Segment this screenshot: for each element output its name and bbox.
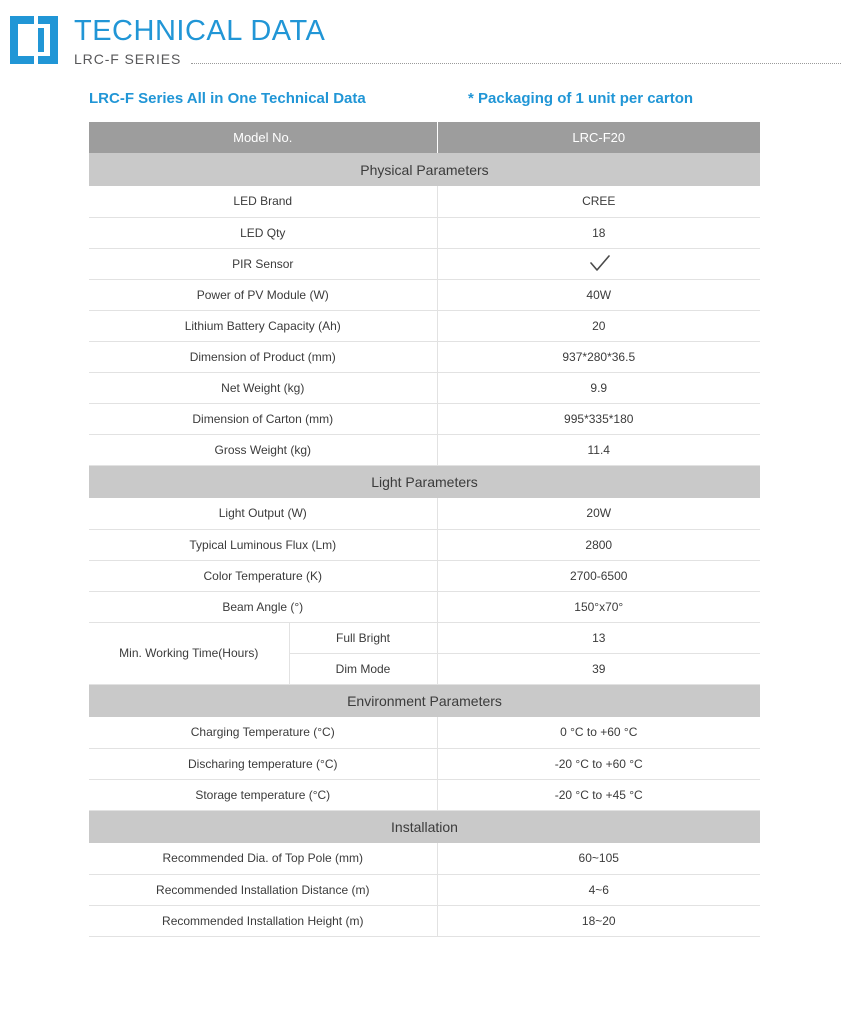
- row-value: 937*280*36.5: [437, 341, 760, 372]
- row-label: Recommended Dia. of Top Pole (mm): [89, 843, 437, 874]
- subtitle-row: [74, 51, 841, 67]
- dotted-divider: [191, 63, 841, 64]
- table-row: [89, 341, 760, 372]
- row-value: 20: [437, 310, 760, 341]
- row-value: 39: [437, 653, 760, 684]
- row-value: [437, 248, 760, 279]
- table-row: [89, 403, 760, 434]
- row-label: Dimension of Carton (mm): [89, 403, 437, 434]
- row-value: 2800: [437, 529, 760, 560]
- table-row: [89, 717, 760, 748]
- table-row: [89, 560, 760, 591]
- table-row: [89, 498, 760, 529]
- page-header: [0, 0, 850, 78]
- row-label: LED Brand: [89, 186, 437, 217]
- row-label: LED Qty: [89, 217, 437, 248]
- row-label: Beam Angle (°): [89, 591, 437, 622]
- row-value: 40W: [437, 279, 760, 310]
- section-header-row: [89, 153, 760, 186]
- row-label: Charging Temperature (°C): [89, 717, 437, 748]
- page-subtitle: LRC-F SERIES: [74, 51, 182, 67]
- row-value: 150°x70°: [437, 591, 760, 622]
- section-header-row: [89, 684, 760, 717]
- row-value: 18: [437, 217, 760, 248]
- row-label: Dimension of Product (mm): [89, 341, 437, 372]
- table-row: [89, 843, 760, 874]
- table-row: [89, 217, 760, 248]
- table-row: [89, 591, 760, 622]
- table-row: [89, 248, 760, 279]
- row-value: 2700-6500: [437, 560, 760, 591]
- row-value: 995*335*180: [437, 403, 760, 434]
- check-icon: [590, 255, 608, 273]
- section-title: Light Parameters: [89, 465, 760, 498]
- section-header-row: [89, 810, 760, 843]
- row-value: 0 °C to +60 °C: [437, 717, 760, 748]
- table-row-grouped: [89, 622, 760, 653]
- section-title: Physical Parameters: [89, 153, 760, 186]
- row-value: 18~20: [437, 905, 760, 936]
- row-value: CREE: [437, 186, 760, 217]
- group-label: Min. Working Time(Hours): [89, 622, 289, 684]
- table-header-row: [89, 122, 760, 153]
- specifications-table: [89, 122, 760, 937]
- table-row: [89, 279, 760, 310]
- table-row: [89, 310, 760, 341]
- row-value: 9.9: [437, 372, 760, 403]
- row-sublabel: Dim Mode: [289, 653, 437, 684]
- row-label: Light Output (W): [89, 498, 437, 529]
- row-value: -20 °C to +60 °C: [437, 748, 760, 779]
- row-value: 60~105: [437, 843, 760, 874]
- table-row: [89, 434, 760, 465]
- row-label: Storage temperature (°C): [89, 779, 437, 810]
- row-label: Net Weight (kg): [89, 372, 437, 403]
- section-title: Environment Parameters: [89, 684, 760, 717]
- table-row: [89, 748, 760, 779]
- row-value: 13: [437, 622, 760, 653]
- section-header-row: [89, 465, 760, 498]
- table-row: [89, 372, 760, 403]
- row-value: 20W: [437, 498, 760, 529]
- row-label: Discharing temperature (°C): [89, 748, 437, 779]
- row-sublabel: Full Bright: [289, 622, 437, 653]
- row-label: PIR Sensor: [89, 248, 437, 279]
- table-row: [89, 779, 760, 810]
- row-value: 4~6: [437, 874, 760, 905]
- table-heading-left: LRC-F Series All in One Technical Data: [89, 90, 366, 107]
- table-row: [89, 529, 760, 560]
- row-label: Gross Weight (kg): [89, 434, 437, 465]
- title-block: [74, 14, 841, 67]
- table-row: [89, 905, 760, 936]
- table-row: [89, 186, 760, 217]
- row-label: Typical Luminous Flux (Lm): [89, 529, 437, 560]
- header-label-cell: Model No.: [89, 122, 437, 153]
- row-label: Color Temperature (K): [89, 560, 437, 591]
- table-heading-right: * Packaging of 1 unit per carton: [468, 90, 694, 107]
- row-label: Recommended Installation Height (m): [89, 905, 437, 936]
- row-label: Lithium Battery Capacity (Ah): [89, 310, 437, 341]
- bracket-logo-icon: [8, 14, 60, 66]
- row-value: 11.4: [437, 434, 760, 465]
- section-title: Installation: [89, 810, 760, 843]
- page-title: TECHNICAL DATA: [74, 15, 326, 47]
- row-value: -20 °C to +45 °C: [437, 779, 760, 810]
- row-label: Recommended Installation Distance (m): [89, 874, 437, 905]
- row-label: Power of PV Module (W): [89, 279, 437, 310]
- header-value-cell: LRC-F20: [437, 122, 760, 153]
- table-headings: [0, 90, 850, 112]
- table-row: [89, 874, 760, 905]
